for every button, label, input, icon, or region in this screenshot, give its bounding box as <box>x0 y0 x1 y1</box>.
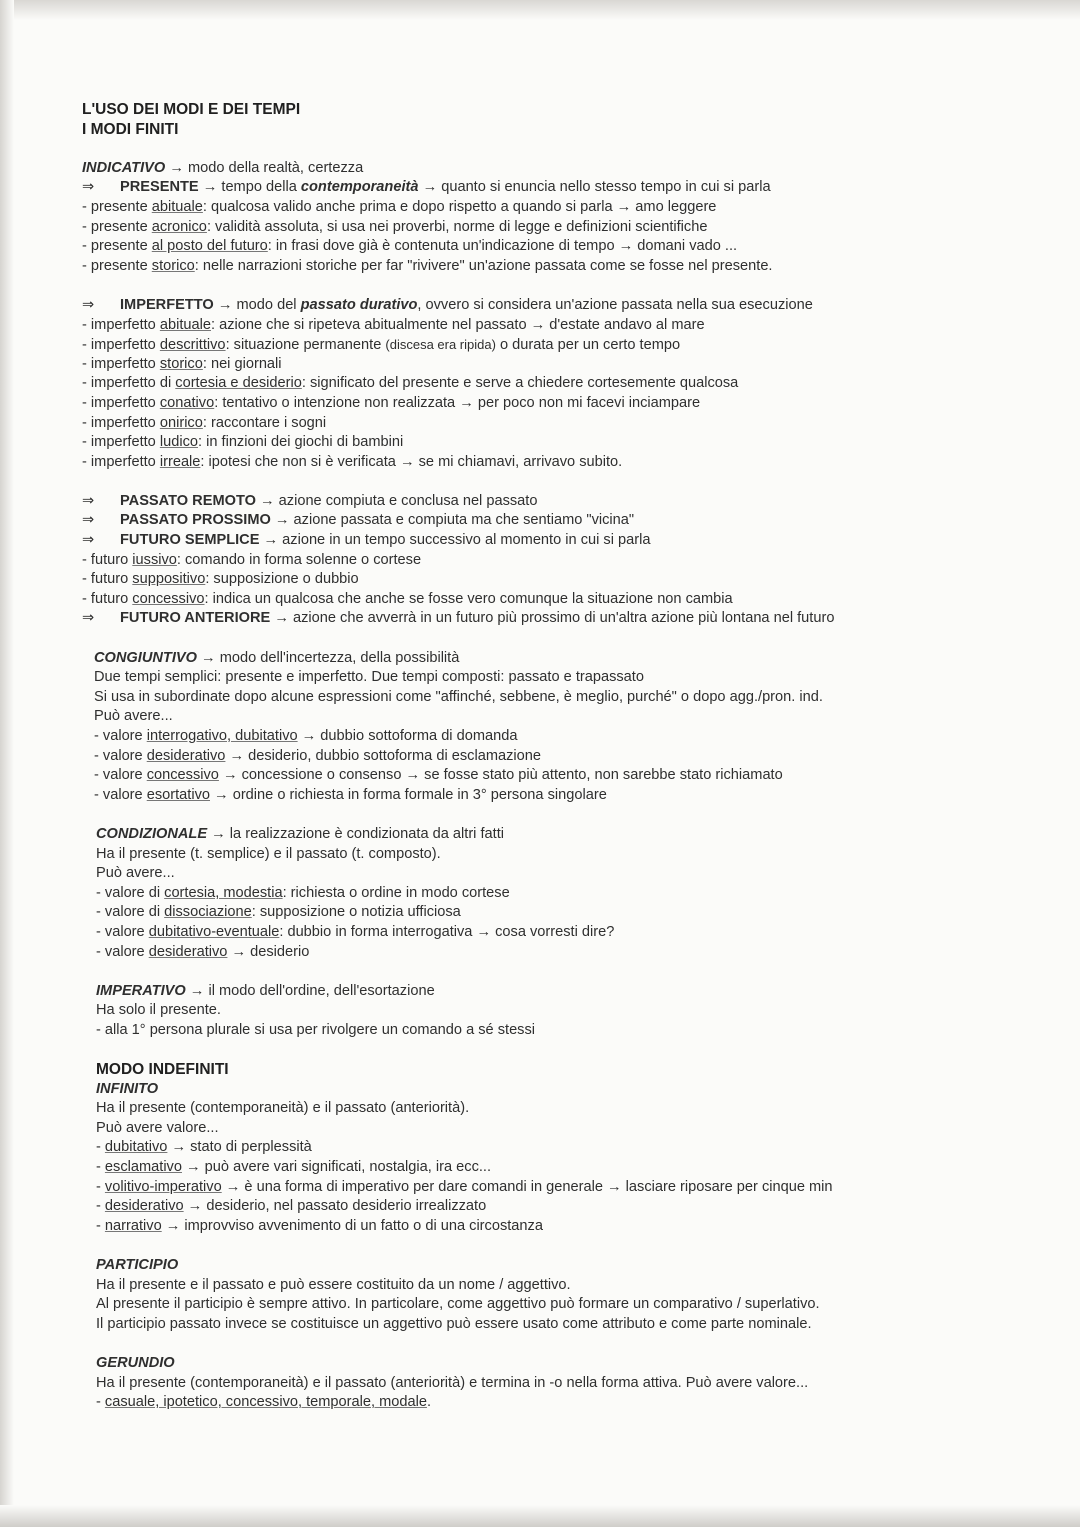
list-item: - narrativo → improvviso avvenimento di un fatto o di una circostanza <box>96 1217 543 1234</box>
list-item: - imperfetto irreale: ipotesi che non si è verificata → se mi chiamavi, arrivavo subito. <box>82 453 623 470</box>
list-item: - valore di cortesia, modestia: richiesta o ordine in modo cortese <box>96 884 510 901</box>
list-item: - valore desiderativo → desiderio, dubbio sottoforma di esclamazione <box>94 747 541 764</box>
imperativo-section <box>82 982 982 1041</box>
double-arrow-icon: ⇒ <box>82 296 95 313</box>
condizionale-heading: CONDIZIONALE → la realizzazione è condizionata da altri fatti <box>96 825 504 842</box>
text-line: Può avere valore... <box>96 1119 219 1136</box>
list-item: - presente abituale: qualcosa valido anche prima e dopo rispetto a quando si parla → amo leggere <box>82 198 717 215</box>
double-arrow-icon: ⇒ <box>82 512 95 529</box>
page-title: L'USO DEI MODI E DEI TEMPI <box>82 101 301 118</box>
list-item: - desiderativo → desiderio, nel passato desiderio irrealizzato <box>96 1198 487 1215</box>
page-edge-top <box>0 0 1080 20</box>
list-item: - valore esortativo → ordine o richiesta in forma formale in 3° persona singolare <box>94 786 607 803</box>
list-item: - presente acronico: validità assoluta, si usa nei proverbi, norme di legge e definizioni scientifiche <box>82 218 708 235</box>
text-line: Può avere... <box>94 708 173 725</box>
text-line: Può avere... <box>96 865 175 882</box>
gerundio-heading: GERUNDIO <box>96 1355 175 1371</box>
text-line: Il participio passato invece se costituisce un aggettivo può essere usato come attributo e come parte nominale. <box>96 1315 812 1332</box>
list-item: - futuro iussivo: comando in forma solenne o cortese <box>82 551 422 568</box>
list-item: - futuro concessivo: indica un qualcosa che anche se fosse vero comunque la situazione non cambia <box>82 590 733 607</box>
passato-remoto-heading: ⇒ PASSATO REMOTO → azione compiuta e conclusa nel passato <box>82 492 982 512</box>
list-item: - valore concessivo → concessione o consenso → se fosse stato più attento, non sarebbe stato richiamato <box>94 767 783 784</box>
section-title-indefiniti: MODO INDEFINITI <box>96 1061 229 1079</box>
list-item: - valore dubitativo-eventuale: dubbio in forma interrogativa → cosa vorresti dire? <box>96 923 615 940</box>
list-item: - esclamativo → può avere vari significati, nostalgia, ira ecc... <box>96 1159 492 1176</box>
double-arrow-icon: ⇒ <box>82 492 95 509</box>
double-arrow-icon: ⇒ <box>82 179 95 196</box>
condizionale-section <box>82 825 982 962</box>
infinito-heading: INFINITO <box>96 1080 159 1097</box>
list-item: - valore di dissociazione: supposizione o notizia ufficiosa <box>96 904 461 921</box>
list-item: - imperfetto onirico: raccontare i sogni <box>82 414 327 431</box>
section-title-modi-finiti: I MODI FINITI <box>82 120 179 138</box>
list-item: - imperfetto descrittivo: situazione permanente (discesa era ripida) o durata per un certo tempo <box>82 337 681 354</box>
presente-heading: ⇒ PRESENTE → tempo della contemporaneità → quanto si enuncia nello stesso tempo in cui si parla <box>82 178 982 198</box>
list-item: - imperfetto storico: nei giornali <box>82 355 282 372</box>
text-line: - alla 1° persona plurale si usa per rivolgere un comando a sé stessi <box>96 1021 536 1038</box>
list-item: - dubitativo → stato di perplessità <box>96 1139 312 1156</box>
page-edge-bottom <box>0 1505 1080 1527</box>
list-item: - valore desiderativo → desiderio <box>96 943 310 960</box>
list-item: - valore interrogativo, dubitativo → dubbio sottoforma di domanda <box>94 728 518 744</box>
futuro-semplice-heading: ⇒ FUTURO SEMPLICE → azione in un tempo successivo al momento in cui si parla <box>82 531 982 551</box>
text-line: Ha solo il presente. <box>96 1002 221 1019</box>
text-line: Al presente il participio è sempre attivo. In particolare, come aggettivo può formare un comparativo / superlativo. <box>96 1296 820 1313</box>
text-line: Ha il presente e il passato e può essere costituito da un nome / aggettivo. <box>96 1276 571 1293</box>
list-item: - imperfetto conativo: tentativo o intenzione non realizzata → per poco non mi facevi inciampare <box>82 394 701 411</box>
participio-heading: PARTICIPIO <box>96 1257 179 1274</box>
passato-prossimo-heading: ⇒ PASSATO PROSSIMO → azione passata e compiuta ma che sentiamo "vicina" <box>82 511 982 531</box>
list-item: - imperfetto di cortesia e desiderio: significato del presente e serve a chiedere cortesemente qualcosa <box>82 375 739 392</box>
list-item: - futuro suppositivo: supposizione o dubbio <box>82 571 359 588</box>
list-item: - presente storico: nelle narrazioni storiche per far "rivivere" un'azione passata come se fosse nel presente. <box>82 257 773 274</box>
congiuntivo-heading: CONGIUNTIVO → modo dell'incertezza, della possibilità <box>94 649 460 666</box>
notes-content <box>82 100 982 1413</box>
indicativo-heading: INDICATIVO → modo della realtà, certezza <box>82 159 364 176</box>
list-item: - presente al posto del futuro: in frasi dove già è contenuta un'indicazione di tempo → domani vado ... <box>82 238 738 255</box>
text-line: Due tempi semplici: presente e imperfetto. Due tempi composti: passato e trapassato <box>94 669 644 686</box>
congiuntivo-section <box>82 649 982 806</box>
list-item: - imperfetto ludico: in finzioni dei giochi di bambini <box>82 434 404 451</box>
list-item: - casuale, ipotetico, concessivo, temporale, modale. <box>96 1394 432 1411</box>
double-arrow-icon: ⇒ <box>82 610 95 627</box>
text-line: Ha il presente (contemporaneità) e il passato (anteriorità). <box>96 1100 470 1117</box>
double-arrow-icon: ⇒ <box>82 532 95 549</box>
imperfetto-heading: ⇒ IMPERFETTO → modo del passato durativo, ovvero si considera un'azione passata nella sua esecuzione <box>82 296 982 316</box>
futuro-anteriore-heading: ⇒ FUTURO ANTERIORE → azione che avverrà in un futuro più prossimo di un'altra azione più lontana nel futuro <box>82 609 982 629</box>
indefiniti-section <box>82 1060 982 1413</box>
text-line: Ha il presente (contemporaneità) e il passato (anteriorità) e termina in -o nella forma attiva. Può avere valore... <box>96 1374 809 1391</box>
text-line: Si usa in subordinate dopo alcune espressioni come "affinché, sebbene, è meglio, purché" o dopo agg./pron. ind. <box>94 688 823 705</box>
list-item: - imperfetto abituale: azione che si ripeteva abitualmente nel passato → d'estate andavo al mare <box>82 316 705 333</box>
list-item: - volitivo-imperativo → è una forma di imperativo per dare comandi in generale → lasciare riposare per cinque min <box>96 1178 833 1195</box>
page-edge-left <box>0 0 14 1527</box>
imperativo-heading: IMPERATIVO → il modo dell'ordine, dell'esortazione <box>96 982 435 999</box>
text-line: Ha il presente (t. semplice) e il passato (t. composto). <box>96 845 441 862</box>
